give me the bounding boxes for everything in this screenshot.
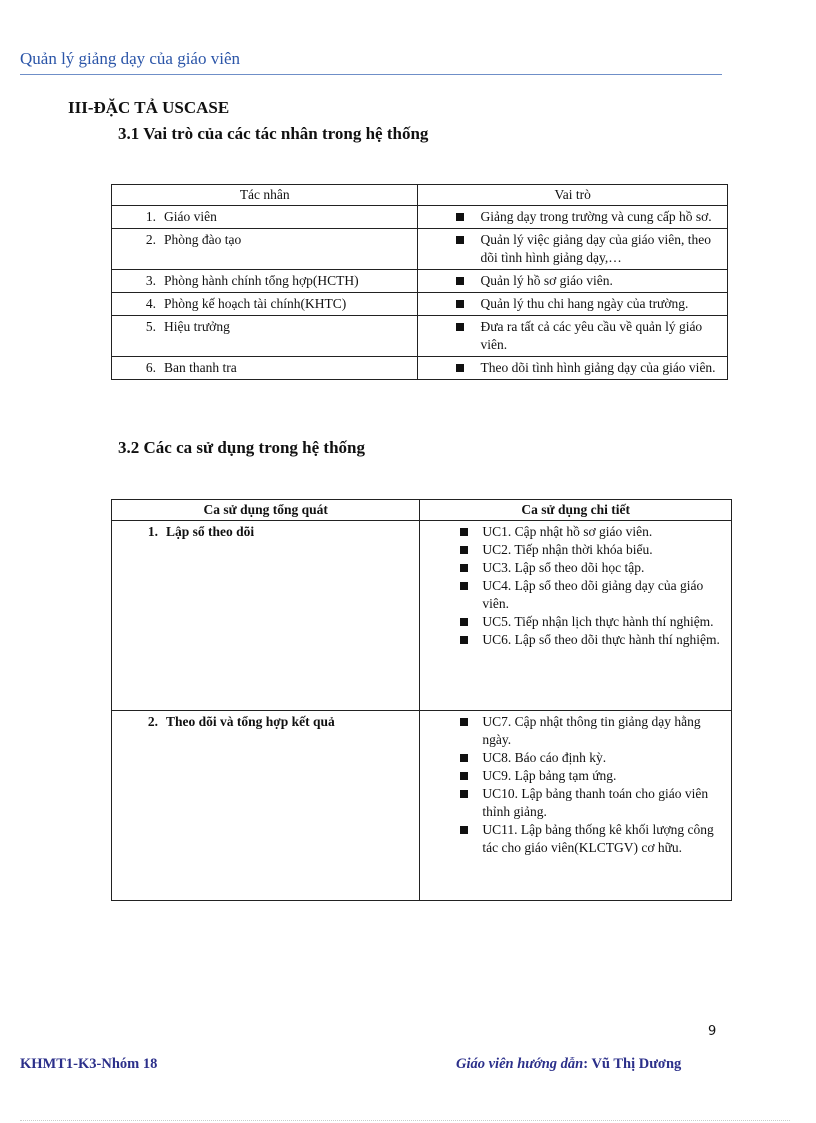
usecase-item: UC3. Lập sổ theo dõi học tập. [460, 559, 725, 577]
footer-advisor-name: : Vũ Thị Dương [583, 1056, 682, 1072]
actor-name: Phòng đào tạo [164, 232, 242, 247]
usecase-item: UC7. Cập nhật thông tin giảng dạy hằng ngày. [460, 713, 725, 749]
usecase-item: UC5. Tiếp nhận lịch thực hành thí nghiệm. [460, 613, 725, 631]
row-number: 2. [147, 714, 158, 729]
role-text: Quản lý việc giảng dạy của giáo viên, theo dõi tình hình giảng dạy,… [456, 231, 721, 267]
row-number: 1. [147, 524, 158, 539]
actor-cell [112, 357, 418, 380]
table-row [112, 357, 728, 380]
actor-cell [112, 229, 418, 270]
usecase-item: UC4. Lập sổ theo dõi giảng dạy của giáo viên. [460, 577, 725, 613]
usecase-table [111, 499, 732, 901]
table-row [112, 206, 728, 229]
column-header-detail: Ca sử dụng chi tiết [420, 500, 732, 521]
actor-name: Phòng hành chính tổng hợp(HCTH) [164, 273, 359, 288]
actor-name: Hiệu trưởng [164, 319, 230, 334]
row-number: 5. [145, 319, 156, 334]
table-row [112, 711, 732, 901]
usecase-item: UC6. Lập sổ theo dõi thực hành thí nghiệm. [460, 631, 725, 649]
role-cell [418, 270, 728, 293]
table-row [112, 316, 728, 357]
detail-usecase-cell [420, 521, 732, 711]
section-heading-3-1: 3.1 Vai trò của các tác nhân trong hệ thống [118, 124, 429, 143]
role-text: Quản lý hồ sơ giáo viên. [456, 272, 721, 290]
actor-cell [112, 316, 418, 357]
footer-group: KHMT1-K3-Nhóm 18 [20, 1056, 158, 1072]
table-row [112, 293, 728, 316]
column-header-actor: Tác nhân [112, 185, 418, 206]
footer-dotted-rule [20, 1120, 790, 1121]
general-usecase-name: Theo dõi và tổng hợp kết quả [166, 714, 335, 729]
role-text: Theo dõi tình hình giảng dạy của giáo viên. [456, 359, 721, 377]
table-row [112, 270, 728, 293]
running-header: Quản lý giảng dạy của giáo viên [20, 49, 240, 68]
row-number: 4. [145, 296, 156, 311]
table-header-row [112, 500, 732, 521]
table-row [112, 521, 732, 711]
actor-cell [112, 293, 418, 316]
role-cell [418, 293, 728, 316]
usecase-item: UC8. Báo cáo định kỳ. [460, 749, 725, 767]
role-text: Giảng dạy trong trường và cung cấp hồ sơ. [456, 208, 721, 226]
actor-name: Ban thanh tra [164, 360, 237, 375]
row-number: 1. [145, 209, 156, 224]
page-number: 9 [708, 1024, 717, 1039]
footer-advisor [456, 1056, 681, 1073]
role-text: Quản lý thu chi hang ngày của trường. [456, 295, 721, 313]
section-heading-3-2: 3.2 Các ca sử dụng trong hệ thống [118, 438, 365, 457]
row-number: 6. [145, 360, 156, 375]
usecase-item: UC10. Lập bảng thanh toán cho giáo viên thỉnh giảng. [460, 785, 725, 821]
usecase-item: UC2. Tiếp nhận thời khóa biểu. [460, 541, 725, 559]
detail-usecase-cell [420, 711, 732, 901]
role-text: Đưa ra tất cả các yêu cầu về quản lý giáo viên. [456, 318, 721, 354]
role-cell [418, 316, 728, 357]
footer-advisor-label: Giáo viên hướng dẫn [456, 1056, 584, 1072]
table-header-row [112, 185, 728, 206]
actor-cell [112, 270, 418, 293]
role-cell [418, 229, 728, 270]
column-header-role: Vai trò [418, 185, 728, 206]
actors-table [111, 184, 728, 380]
table-row [112, 229, 728, 270]
usecase-item: UC11. Lập bảng thống kê khối lượng công tác cho giáo viên(KLCTGV) cơ hữu. [460, 821, 725, 857]
general-usecase-cell [112, 711, 420, 901]
actor-name: Phòng kế hoạch tài chính(KHTC) [164, 296, 347, 311]
actor-name: Giáo viên [164, 209, 217, 224]
role-cell [418, 206, 728, 229]
general-usecase-cell [112, 521, 420, 711]
row-number: 3. [145, 273, 156, 288]
usecase-item: UC9. Lập bảng tạm ứng. [460, 767, 725, 785]
column-header-general: Ca sử dụng tổng quát [112, 500, 420, 521]
role-cell [418, 357, 728, 380]
header-rule [20, 74, 722, 75]
section-heading-main: III-ĐẶC TẢ USCASE [68, 98, 230, 117]
row-number: 2. [145, 232, 156, 247]
usecase-item: UC1. Cập nhật hồ sơ giáo viên. [460, 523, 725, 541]
actor-cell [112, 206, 418, 229]
general-usecase-name: Lập sổ theo dõi [166, 524, 255, 539]
